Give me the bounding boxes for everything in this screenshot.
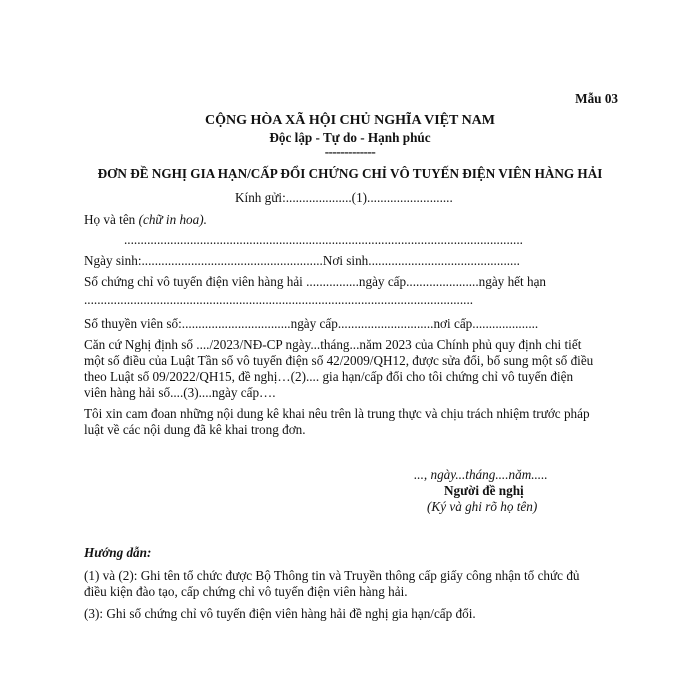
certificate-line: Số chứng chỉ vô tuyến điện viên hàng hải ................ngày cấp......................ngày hết hạn	[84, 274, 547, 289]
document-title: ĐƠN ĐỀ NGHỊ GIA HẠN/CẤP ĐỔI CHỨNG CHỈ VÔ TUYẾN ĐIỆN VIÊN HÀNG HẢI	[97, 166, 603, 181]
country-name: CỘNG HÒA XÃ HỘI CHỦ NGHĨA VIỆT NAM	[204, 113, 495, 128]
header-divider: -------------	[324, 144, 376, 159]
body-p1-line1: Căn cứ Nghị định số ..../2023/NĐ-CP ngày...tháng...năm 2023 của Chính phủ quy định chi tiết	[84, 337, 582, 352]
recipient-line: Kính gửi:....................(1)..........................	[235, 190, 453, 205]
full-name-dots: .........................................................................................................................	[124, 232, 523, 247]
signature-date: ..., ngày...tháng....năm.....	[414, 467, 548, 482]
national-motto: Độc lập - Tự do - Hạnh phúc	[269, 130, 431, 145]
full-name-line	[84, 211, 207, 228]
form-code: Mẫu 03	[575, 91, 618, 106]
body-p2-line2: luật về các nội dung đã kê khai trong đơn.	[84, 422, 306, 437]
body-p1-line2: một số điều của Luật Tần số vô tuyến điện số 42/2009/QH12, được sửa đổi, bổ sung một số điều	[84, 353, 594, 368]
full-name-label: Họ và tên	[84, 212, 139, 227]
signature-note: (Ký và ghi rõ họ tên)	[427, 499, 538, 514]
body-p2-line1: Tôi xin cam đoan những nội dung kê khai nêu trên là trung thực và chịu trách nhiệm trước pháp	[84, 406, 590, 421]
certificate-dots: ......................................................................................................................	[84, 292, 474, 307]
body-p1-line4: viên hàng hải số....(3)....ngày cấp….	[84, 385, 276, 400]
guide-note2: (3): Ghi số chứng chỉ vô tuyến điện viên hàng hải đề nghị gia hạn/cấp đổi.	[84, 606, 476, 621]
body-p1-line3: theo Luật số 09/2022/QH15, đề nghị…(2).... gia hạn/cấp đổi cho tôi chứng chỉ vô tuyến điện	[84, 369, 574, 384]
guide-heading: Hướng dẫn:	[84, 545, 152, 560]
birth-line: Ngày sinh:.......................................................Nơi sinh..............................................	[84, 253, 520, 268]
guide-note1-line1: (1) và (2): Ghi tên tổ chức được Bộ Thông tin và Truyền thông cấp giấy công nhận tổ chức đủ	[84, 568, 580, 583]
signer-title: Người đề nghị	[444, 483, 524, 498]
full-name-hint: (chữ in hoa).	[138, 212, 207, 227]
guide-note1-line2: điều kiện đào tạo, cấp chứng chỉ vô tuyến điện viên hàng hải.	[84, 584, 408, 599]
seaman-book-line: Số thuyền viên số:.................................ngày cấp.............................nơi cấp....................	[84, 316, 539, 331]
